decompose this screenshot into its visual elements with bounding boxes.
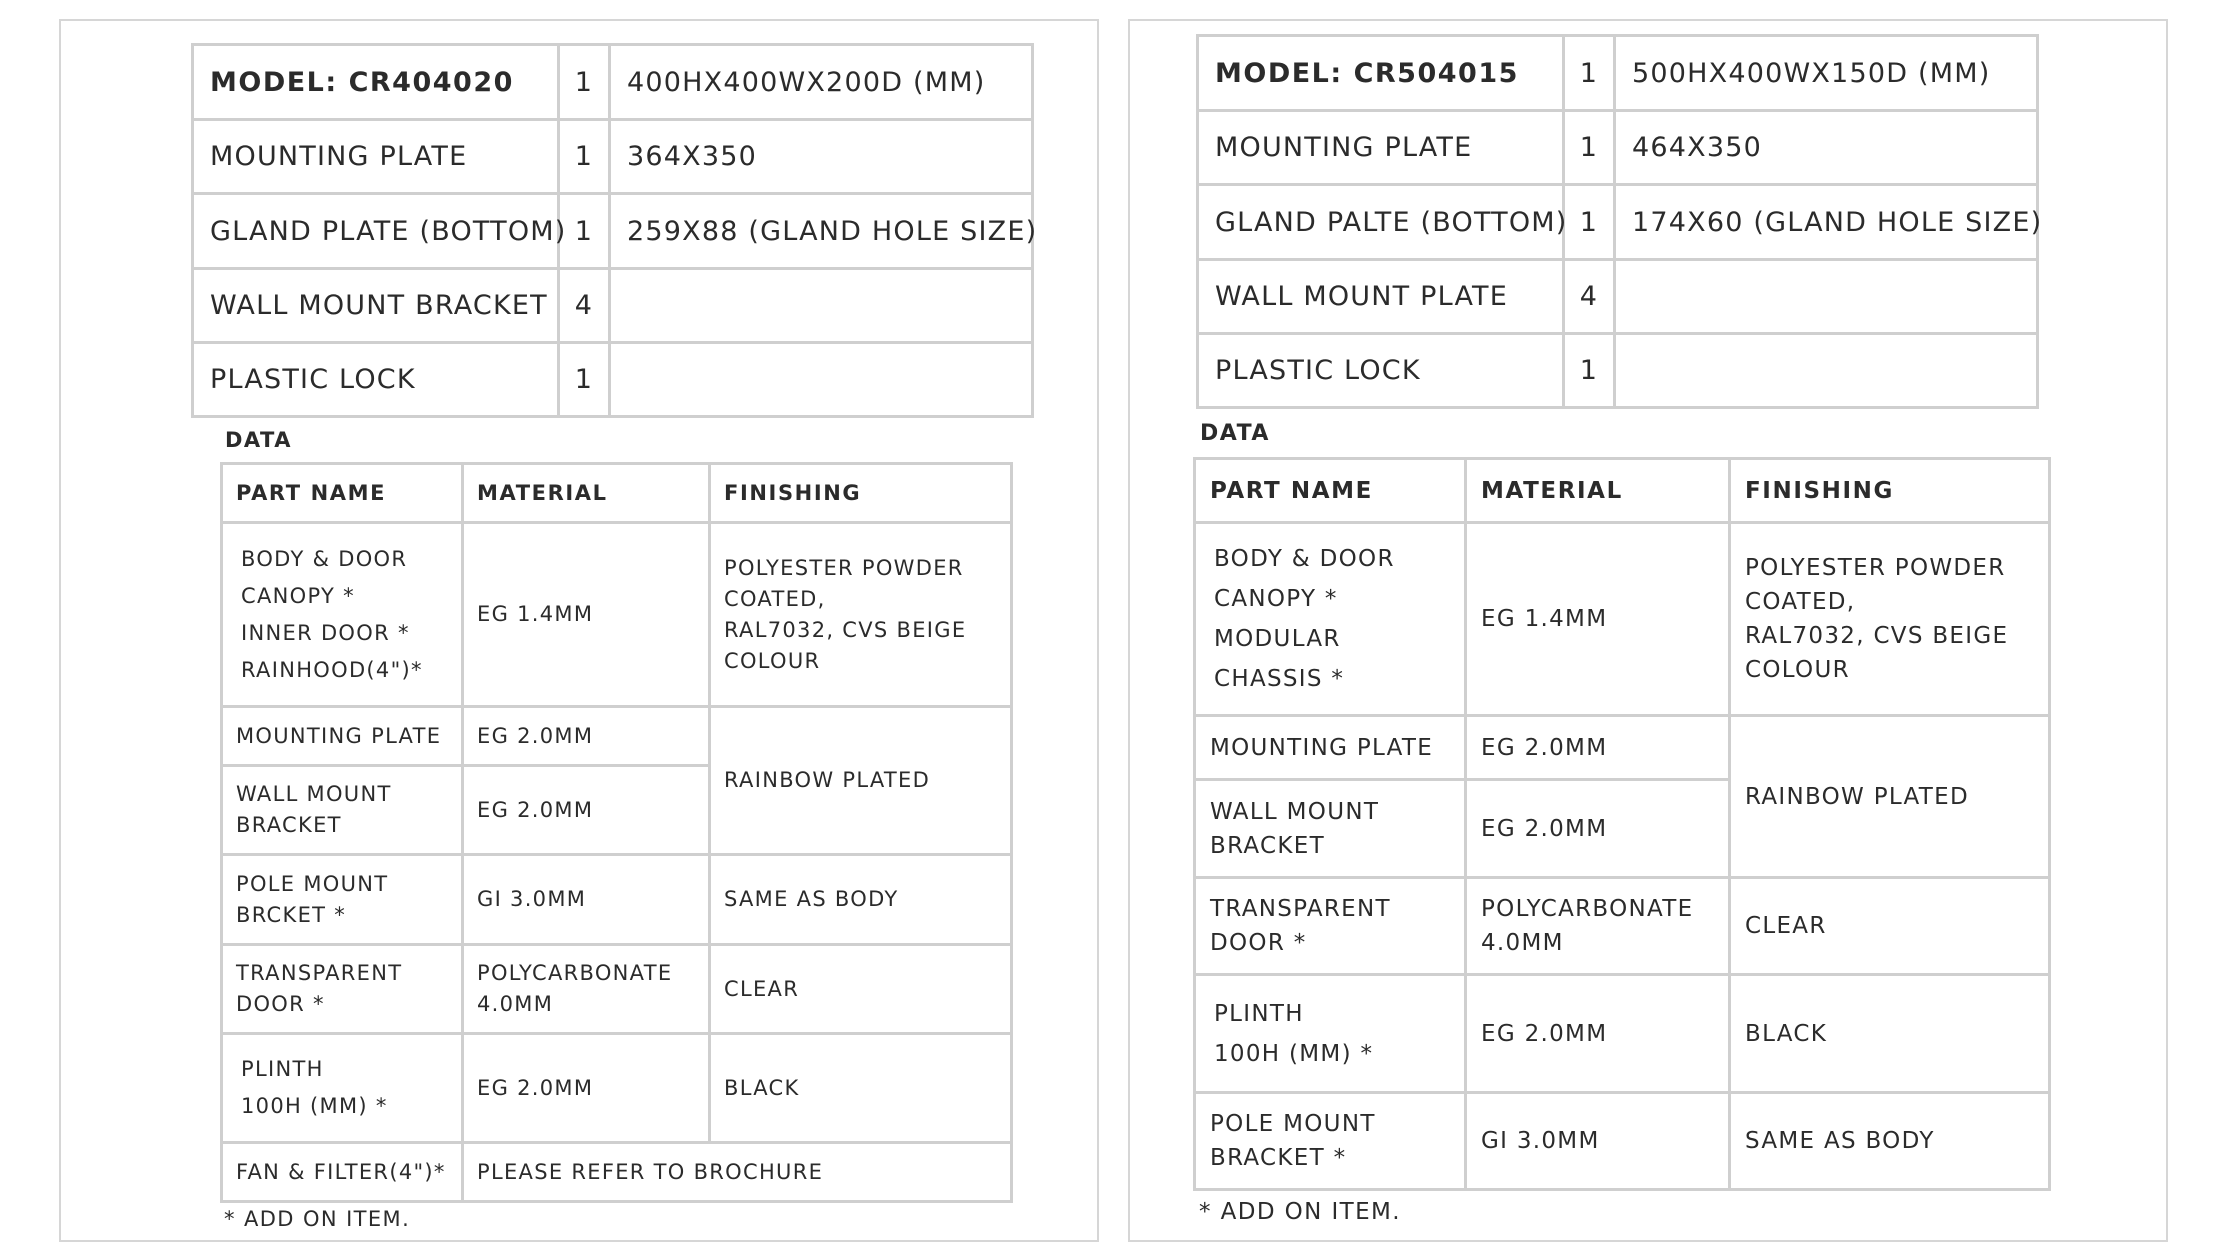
qty: 1 [559,45,610,120]
spec-item: MOUNTING PLATE [1198,111,1564,185]
spec-item: PLASTIC LOCK [1198,334,1564,408]
spec-detail [610,269,1033,343]
data-heading: DATA [225,428,293,452]
part-name: WALL MOUNT BRACKET [222,766,463,855]
spec-detail: 464X350 [1615,111,2038,185]
spec-row [193,45,1033,120]
note: PLEASE REFER TO BROCHURE [463,1143,1012,1202]
right-parts-table [1193,457,2051,1191]
left-spec-table [191,43,1038,418]
material: EG 2.0MM [1466,716,1730,780]
qty: 1 [1564,185,1615,260]
table-row [1195,878,2050,975]
spec-item: GLAND PALTE (BOTTOM) [1198,185,1564,260]
part-name: TRANSPARENT DOOR * [222,945,463,1034]
part-name: TRANSPARENT DOOR * [1195,878,1466,975]
qty: 1 [559,120,610,194]
right-spec-table [1196,34,2043,409]
spec-row [1198,111,2038,185]
spec-row [193,120,1033,194]
spec-item: GLAND PLATE (BOTTOM) [193,194,559,269]
finishing: SAME AS BODY [1730,1093,2050,1190]
table-header-row [1195,459,2050,523]
material: GI 3.0MM [1466,1093,1730,1190]
footnote: * ADD ON ITEM. [1199,1199,1402,1225]
spec-row [1198,260,2038,334]
spec-detail [610,343,1033,417]
table-row [222,1143,1012,1202]
spec-item: WALL MOUNT PLATE [1198,260,1564,334]
table-row [1195,975,2050,1093]
spec-detail [1615,334,2038,408]
qty: 4 [559,269,610,343]
spec-detail: 259X88 (GLAND HOLE SIZE) [610,194,1033,269]
spec-row [1198,185,2038,260]
material: POLYCARBONATE 4.0MM [1466,878,1730,975]
spec-detail: 364X350 [610,120,1033,194]
spec-detail [1615,260,2038,334]
material: EG 1.4MM [463,523,710,707]
header-material: MATERIAL [1466,459,1730,523]
spec-row [193,343,1033,417]
table-row [222,523,1012,707]
finishing: POLYESTER POWDER COATED, RAL7032, CVS BEIGE COLOUR [1730,523,2050,716]
spec-item: MOUNTING PLATE [193,120,559,194]
spec-detail: 174X60 (GLAND HOLE SIZE) [1615,185,2038,260]
part-name: MOUNTING PLATE [222,707,463,766]
finishing: RAINBOW PLATED [1730,716,2050,878]
header-part-name: PART NAME [222,464,463,523]
table-row [1195,1093,2050,1190]
qty: 4 [1564,260,1615,334]
left-product-panel [59,19,1099,1242]
qty: 1 [559,343,610,417]
dimensions: 500HX400WX150D (MM) [1615,36,2038,111]
header-finishing: FINISHING [1730,459,2050,523]
part-name: BODY & DOOR CANOPY * MODULAR CHASSIS * [1195,523,1466,716]
spec-row [1198,36,2038,111]
header-material: MATERIAL [463,464,710,523]
qty: 1 [559,194,610,269]
table-header-row [222,464,1012,523]
model-name: MODEL: CR404020 [193,45,559,120]
table-row [1195,523,2050,716]
spec-row [193,269,1033,343]
spec-item: PLASTIC LOCK [193,343,559,417]
material: EG 2.0MM [463,1034,710,1143]
part-name: PLINTH 100H (MM) * [222,1034,463,1143]
model-name: MODEL: CR504015 [1198,36,1564,111]
right-product-panel [1128,19,2168,1242]
part-name: POLE MOUNT BRACKET * [1195,1093,1466,1190]
finishing: CLEAR [1730,878,2050,975]
finishing: POLYESTER POWDER COATED, RAL7032, CVS BEIGE COLOUR [710,523,1012,707]
material: GI 3.0MM [463,855,710,945]
finishing: CLEAR [710,945,1012,1034]
part-name: BODY & DOOR CANOPY * INNER DOOR * RAINHOOD(4")* [222,523,463,707]
material: EG 1.4MM [1466,523,1730,716]
finishing: BLACK [1730,975,2050,1093]
footnote: * ADD ON ITEM. [224,1207,411,1231]
table-row [222,707,1012,766]
part-name: PLINTH 100H (MM) * [1195,975,1466,1093]
qty: 1 [1564,36,1615,111]
header-finishing: FINISHING [710,464,1012,523]
qty: 1 [1564,334,1615,408]
part-name: FAN & FILTER(4")* [222,1143,463,1202]
finishing: BLACK [710,1034,1012,1143]
finishing: SAME AS BODY [710,855,1012,945]
table-row [222,945,1012,1034]
qty: 1 [1564,111,1615,185]
part-name: MOUNTING PLATE [1195,716,1466,780]
spec-row [193,194,1033,269]
left-parts-table [220,462,1013,1203]
part-name: POLE MOUNT BRCKET * [222,855,463,945]
header-part-name: PART NAME [1195,459,1466,523]
table-row [1195,716,2050,780]
material: EG 2.0MM [1466,780,1730,878]
material: POLYCARBONATE 4.0MM [463,945,710,1034]
spec-item: WALL MOUNT BRACKET [193,269,559,343]
material: EG 2.0MM [463,766,710,855]
data-heading: DATA [1200,421,1270,446]
material: EG 2.0MM [463,707,710,766]
part-name: WALL MOUNT BRACKET [1195,780,1466,878]
material: EG 2.0MM [1466,975,1730,1093]
finishing: RAINBOW PLATED [710,707,1012,855]
dimensions: 400HX400WX200D (MM) [610,45,1033,120]
table-row [222,1034,1012,1143]
spec-row [1198,334,2038,408]
table-row [222,855,1012,945]
